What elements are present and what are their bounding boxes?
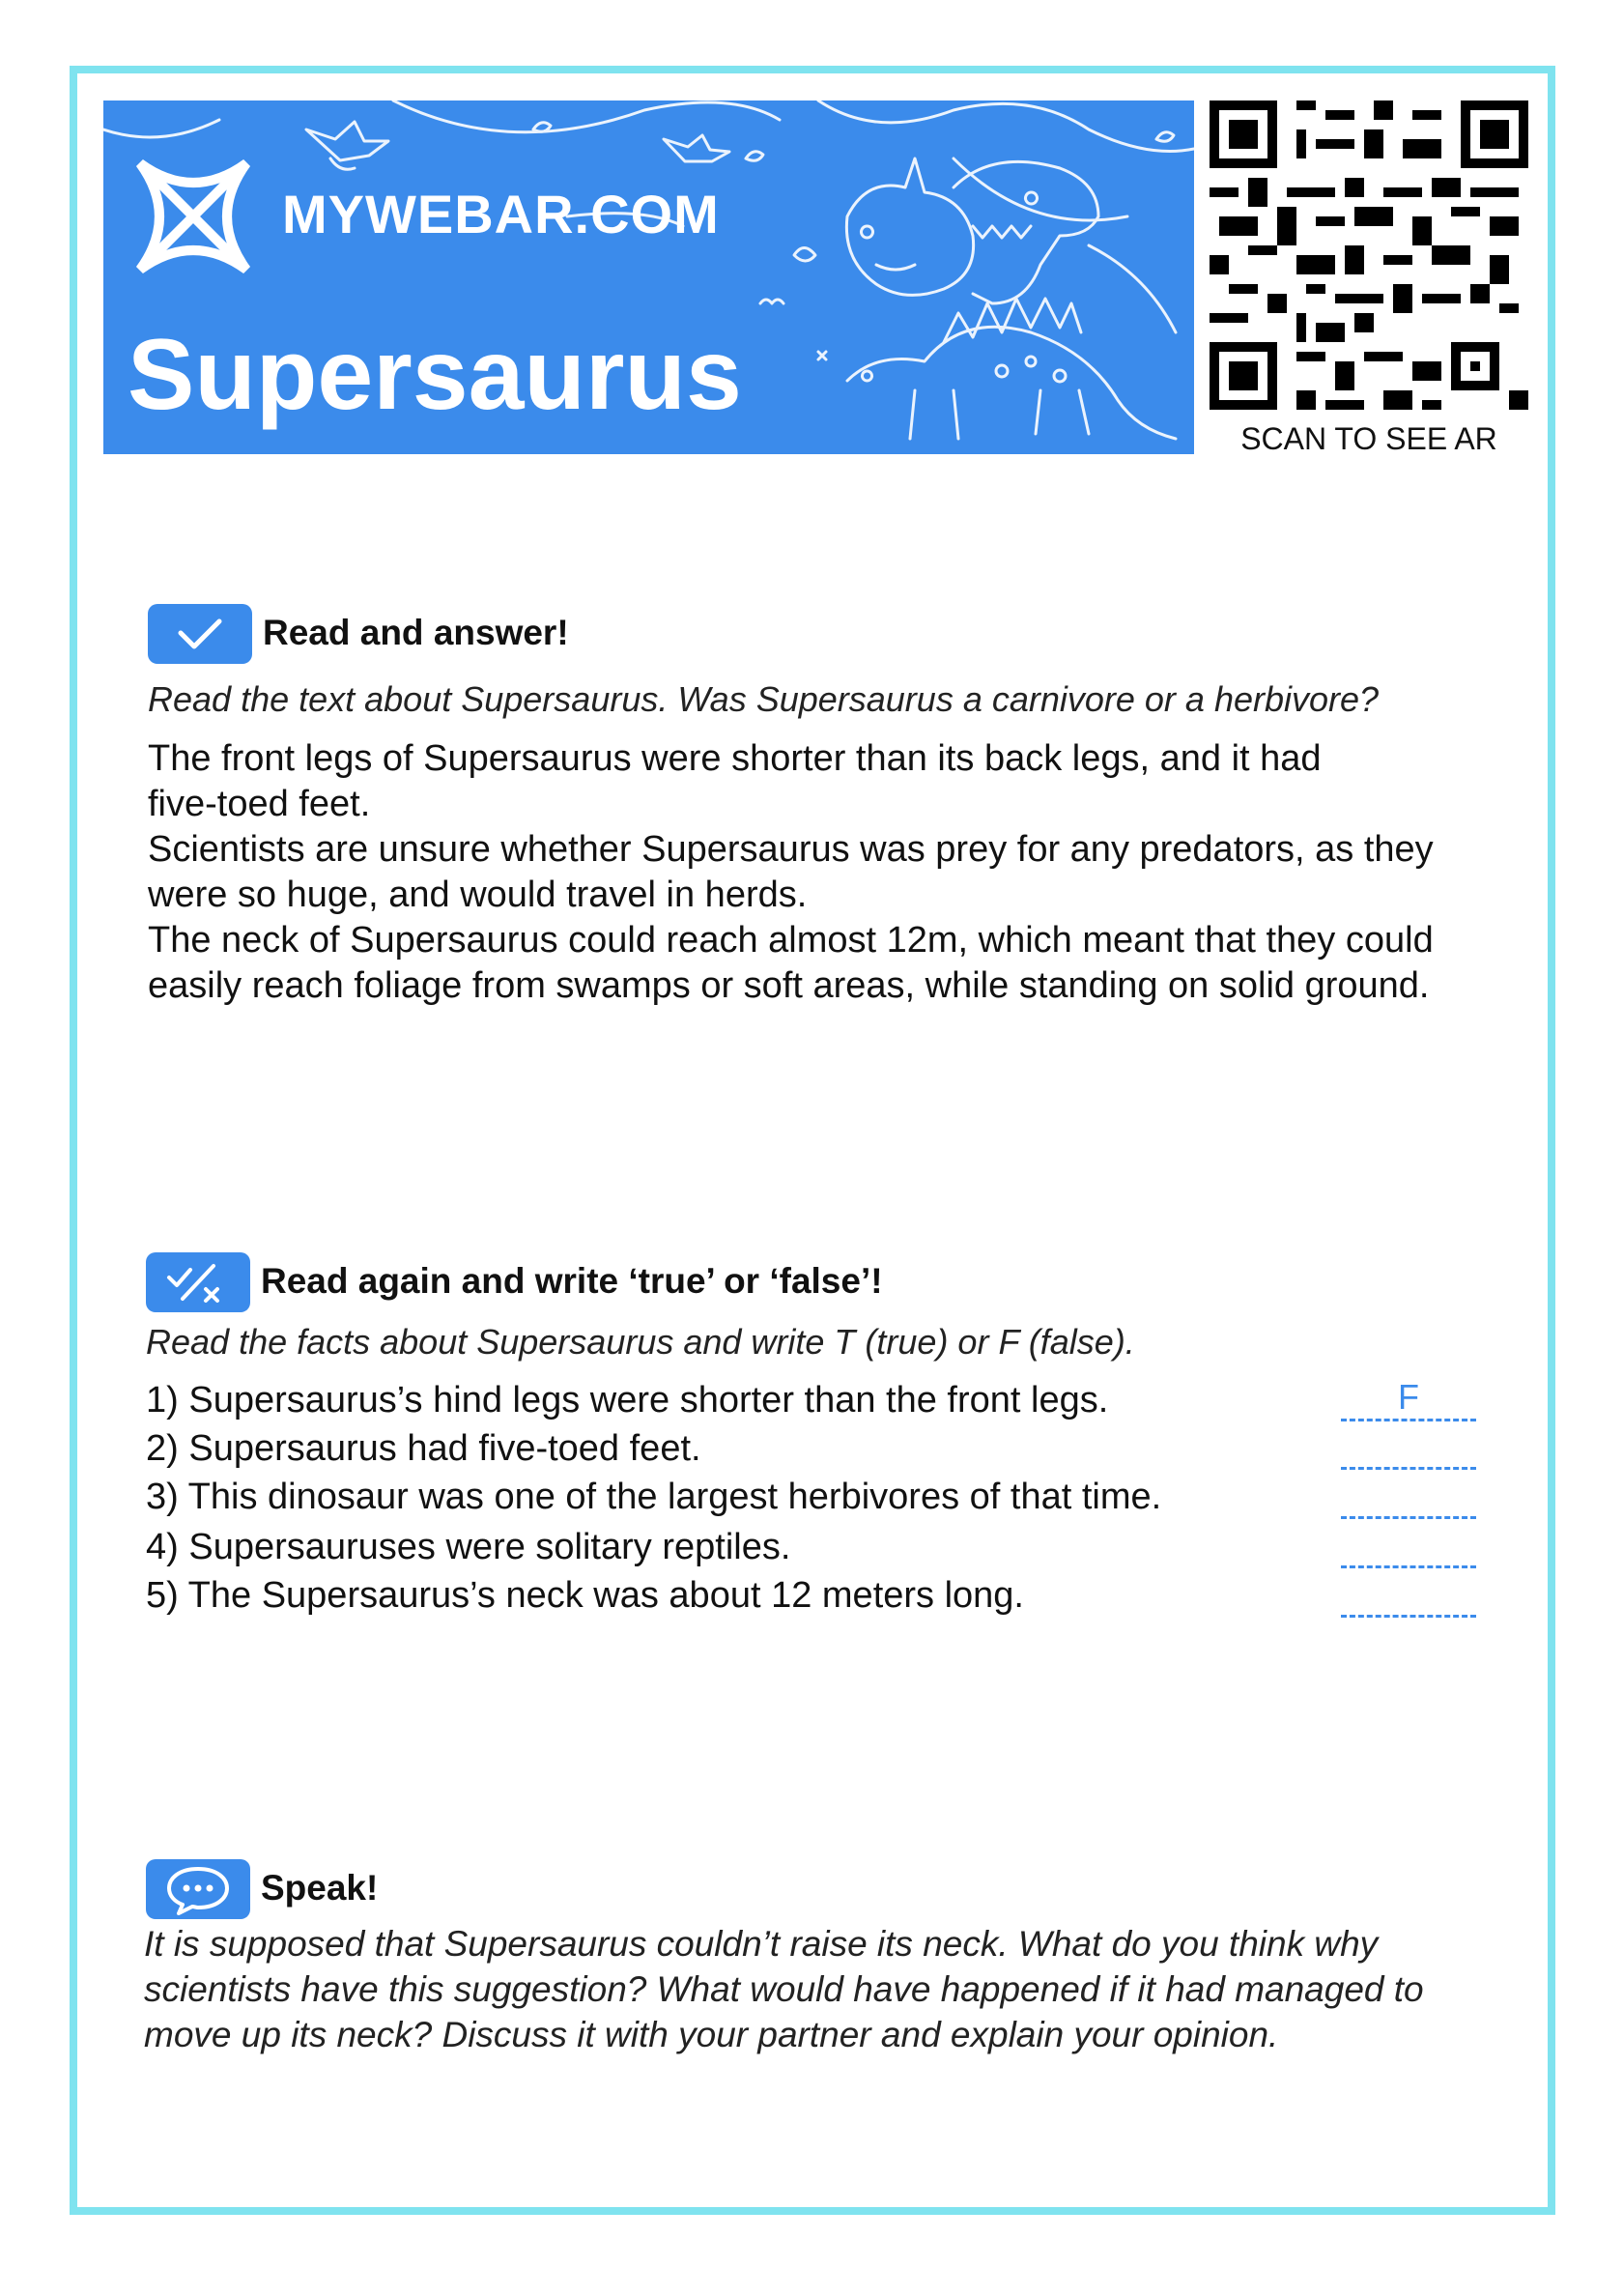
- brand-name: MYWEBAR.COM: [282, 184, 720, 244]
- check-icon: [148, 604, 252, 664]
- statement-2: 2) Supersaurus had five-toed feet.: [146, 1428, 701, 1469]
- check-cross-icon: [146, 1252, 250, 1312]
- answer-3-line[interactable]: [1341, 1516, 1476, 1519]
- answer-5-line[interactable]: [1341, 1615, 1476, 1618]
- qr-caption: SCAN TO SEE AR: [1240, 421, 1497, 456]
- speak-line: scientists have this suggestion? What would have happened if it had managed to: [144, 1969, 1424, 2009]
- answer-1-line[interactable]: [1341, 1419, 1476, 1421]
- reading-text: [148, 736, 1500, 1009]
- answer-2-line[interactable]: [1341, 1467, 1476, 1470]
- reading-line: Scientists are unsure whether Supersaurus was prey for any predators, as they: [148, 829, 1434, 870]
- true-false-heading: Read again and write ‘true’ or ‘false’!: [261, 1261, 883, 1301]
- speak-prompt: [144, 1921, 1516, 2057]
- read-and-answer-heading: Read and answer!: [263, 613, 569, 652]
- true-false-instruction: Read the facts about Supersaurus and write T (true) or F (false).: [146, 1322, 1135, 1362]
- page-title: Supersaurus: [128, 319, 742, 431]
- reading-line: The neck of Supersaurus could reach almost 12m, which meant that they could: [148, 920, 1434, 961]
- reading-line: were so huge, and would travel in herds.: [148, 875, 808, 915]
- speak-heading: Speak!: [261, 1868, 379, 1908]
- speak-line: move up its neck? Discuss it with your partner and explain your opinion.: [144, 2015, 1279, 2054]
- mywebar-logo-icon: [130, 154, 256, 279]
- speech-bubble-icon: [146, 1859, 250, 1919]
- statement-3: 3) This dinosaur was one of the largest herbivores of that time.: [146, 1477, 1162, 1517]
- statement-5: 5) The Supersaurus’s neck was about 12 meters long.: [146, 1575, 1024, 1616]
- reading-line: The front legs of Supersaurus were shorter than its back legs, and it had: [148, 738, 1322, 779]
- reading-line: five-toed feet.: [148, 784, 371, 824]
- header-banner: [103, 100, 1194, 454]
- reading-line: easily reach foliage from swamps or soft areas, while standing on solid ground.: [148, 965, 1430, 1006]
- answer-4-line[interactable]: [1341, 1565, 1476, 1568]
- statement-1: 1) Supersaurus’s hind legs were shorter than the front legs.: [146, 1380, 1109, 1421]
- speak-line: It is supposed that Supersaurus couldn’t raise its neck. What do you think why: [144, 1924, 1379, 1964]
- read-and-answer-instruction: Read the text about Supersaurus. Was Supersaurus a carnivore or a herbivore?: [148, 679, 1380, 719]
- qr-code-icon[interactable]: [1210, 100, 1528, 410]
- answer-1[interactable]: F: [1398, 1377, 1419, 1417]
- statement-4: 4) Supersauruses were solitary reptiles.: [146, 1527, 791, 1567]
